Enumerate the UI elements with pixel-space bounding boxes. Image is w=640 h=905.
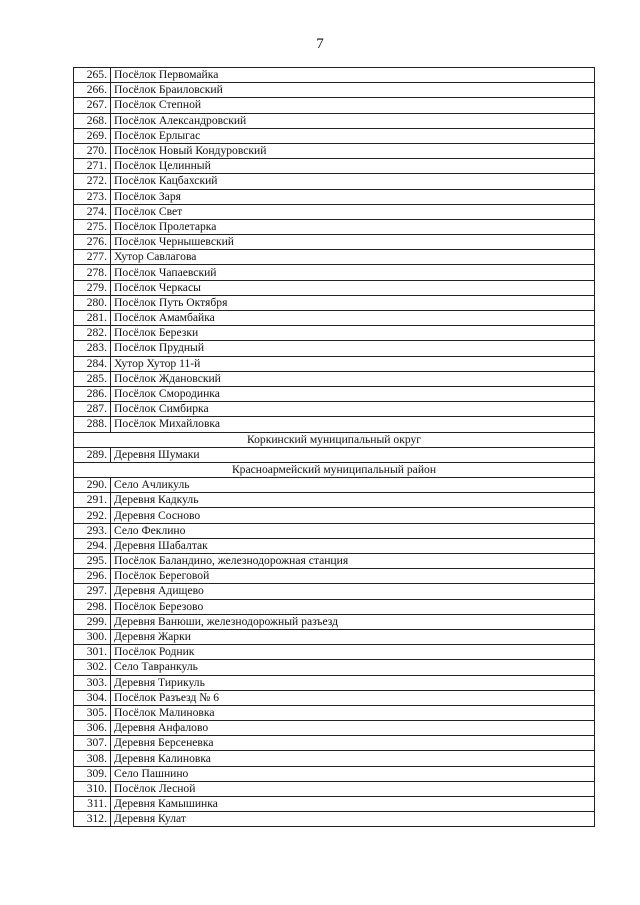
row-number: 287. [74, 402, 111, 417]
district-header-row [74, 432, 595, 447]
table-row [74, 189, 595, 204]
table-row [74, 250, 595, 265]
row-number: 294. [74, 538, 111, 553]
row-number: 280. [74, 295, 111, 310]
row-number: 276. [74, 235, 111, 250]
row-number: 299. [74, 614, 111, 629]
district-header: Красноармейский муниципальный район [74, 462, 595, 477]
table-row [74, 98, 595, 113]
settlement-name: Деревня Жарки [111, 629, 595, 644]
row-number: 281. [74, 311, 111, 326]
table-row [74, 645, 595, 660]
row-number: 269. [74, 128, 111, 143]
row-number: 278. [74, 265, 111, 280]
table-row [74, 113, 595, 128]
table-row [74, 235, 595, 250]
table-row [74, 478, 595, 493]
table-row [74, 493, 595, 508]
settlement-name: Посёлок Степной [111, 98, 595, 113]
settlement-name: Посёлок Малиновка [111, 705, 595, 720]
settlement-name: Село Тавранкуль [111, 660, 595, 675]
settlement-name: Деревня Шумаки [111, 447, 595, 462]
row-number: 298. [74, 599, 111, 614]
settlement-name: Посёлок Пролетарка [111, 219, 595, 234]
row-number: 282. [74, 326, 111, 341]
row-number: 301. [74, 645, 111, 660]
row-number: 270. [74, 143, 111, 158]
settlement-name: Посёлок Симбирка [111, 402, 595, 417]
table-row [74, 751, 595, 766]
row-number: 307. [74, 736, 111, 751]
settlement-name: Посёлок Родник [111, 645, 595, 660]
row-number: 277. [74, 250, 111, 265]
table-row [74, 629, 595, 644]
settlement-name: Посёлок Новый Кондуровский [111, 143, 595, 158]
settlement-name: Посёлок Амамбайка [111, 311, 595, 326]
settlement-name: Село Пашнино [111, 766, 595, 781]
settlement-name: Посёлок Михайловка [111, 417, 595, 432]
settlement-name: Посёлок Баландино, железнодорожная станция [111, 554, 595, 569]
settlement-name: Село Феклино [111, 523, 595, 538]
settlement-name: Посёлок Чернышевский [111, 235, 595, 250]
table-row [74, 812, 595, 827]
row-number: 283. [74, 341, 111, 356]
settlement-name: Деревня Тирикуль [111, 675, 595, 690]
table-row [74, 417, 595, 432]
settlement-name: Посёлок Целинный [111, 159, 595, 174]
settlement-name: Посёлок Путь Октября [111, 295, 595, 310]
settlement-name: Посёлок Лесной [111, 781, 595, 796]
table-row [74, 204, 595, 219]
table-row [74, 721, 595, 736]
row-number: 292. [74, 508, 111, 523]
table-row [74, 705, 595, 720]
settlement-name: Посёлок Браиловский [111, 83, 595, 98]
settlement-name: Посёлок Березки [111, 326, 595, 341]
settlement-name: Деревня Сосново [111, 508, 595, 523]
settlement-name: Хутор Хутор 11-й [111, 356, 595, 371]
row-number: 304. [74, 690, 111, 705]
settlement-name: Посёлок Ждановский [111, 371, 595, 386]
table-row [74, 371, 595, 386]
table-row [74, 386, 595, 401]
settlement-name: Посёлок Ерлыгас [111, 128, 595, 143]
table-row [74, 797, 595, 812]
row-number: 275. [74, 219, 111, 234]
settlement-name: Хутор Савлагова [111, 250, 595, 265]
settlement-name: Село Ачликуль [111, 478, 595, 493]
settlement-name: Деревня Берсеневка [111, 736, 595, 751]
settlement-name: Деревня Калиновка [111, 751, 595, 766]
row-number: 305. [74, 705, 111, 720]
table-row [74, 569, 595, 584]
district-header: Коркинский муниципальный округ [74, 432, 595, 447]
row-number: 295. [74, 554, 111, 569]
table-row [74, 402, 595, 417]
row-number: 293. [74, 523, 111, 538]
row-number: 267. [74, 98, 111, 113]
table-row [74, 554, 595, 569]
settlement-name: Деревня Ванюши, железнодорожный разъезд [111, 614, 595, 629]
settlement-name: Деревня Кулат [111, 812, 595, 827]
table-row [74, 265, 595, 280]
settlement-name: Посёлок Свет [111, 204, 595, 219]
row-number: 311. [74, 797, 111, 812]
settlement-name: Деревня Анфалово [111, 721, 595, 736]
settlement-name: Посёлок Чапаевский [111, 265, 595, 280]
row-number: 273. [74, 189, 111, 204]
row-number: 272. [74, 174, 111, 189]
row-number: 271. [74, 159, 111, 174]
table-body [74, 68, 595, 827]
row-number: 288. [74, 417, 111, 432]
table-row [74, 326, 595, 341]
table-row [74, 690, 595, 705]
table-row [74, 736, 595, 751]
table-row [74, 508, 595, 523]
row-number: 309. [74, 766, 111, 781]
table-row [74, 660, 595, 675]
table-row [74, 311, 595, 326]
settlement-name: Посёлок Березово [111, 599, 595, 614]
settlement-name: Деревня Шабалтак [111, 538, 595, 553]
row-number: 300. [74, 629, 111, 644]
table-row [74, 538, 595, 553]
table-row [74, 675, 595, 690]
row-number: 312. [74, 812, 111, 827]
row-number: 266. [74, 83, 111, 98]
table-row [74, 174, 595, 189]
settlement-name: Деревня Камышинка [111, 797, 595, 812]
row-number: 306. [74, 721, 111, 736]
table-row [74, 143, 595, 158]
row-number: 285. [74, 371, 111, 386]
row-number: 279. [74, 280, 111, 295]
row-number: 310. [74, 781, 111, 796]
row-number: 297. [74, 584, 111, 599]
settlement-name: Посёлок Черкасы [111, 280, 595, 295]
settlement-name: Посёлок Заря [111, 189, 595, 204]
table-row [74, 219, 595, 234]
table-row [74, 159, 595, 174]
settlement-name: Посёлок Первомайка [111, 68, 595, 83]
table-row [74, 356, 595, 371]
row-number: 290. [74, 478, 111, 493]
settlement-name: Деревня Кадкуль [111, 493, 595, 508]
district-header-row [74, 462, 595, 477]
row-number: 274. [74, 204, 111, 219]
settlement-name: Посёлок Кацбахский [111, 174, 595, 189]
settlement-name: Посёлок Разъезд № 6 [111, 690, 595, 705]
settlement-name: Посёлок Александровский [111, 113, 595, 128]
table-row [74, 584, 595, 599]
row-number: 289. [74, 447, 111, 462]
table-row [74, 341, 595, 356]
table-row [74, 447, 595, 462]
settlement-name: Посёлок Прудный [111, 341, 595, 356]
table-row [74, 280, 595, 295]
table-row [74, 295, 595, 310]
table-row [74, 83, 595, 98]
row-number: 286. [74, 386, 111, 401]
row-number: 296. [74, 569, 111, 584]
row-number: 303. [74, 675, 111, 690]
table-row [74, 523, 595, 538]
page-number: 7 [316, 36, 324, 52]
row-number: 265. [74, 68, 111, 83]
settlements-table [73, 67, 595, 827]
settlement-name: Посёлок Смородинка [111, 386, 595, 401]
table-row [74, 614, 595, 629]
table-row [74, 68, 595, 83]
row-number: 284. [74, 356, 111, 371]
row-number: 291. [74, 493, 111, 508]
row-number: 268. [74, 113, 111, 128]
row-number: 308. [74, 751, 111, 766]
settlement-name: Деревня Адищево [111, 584, 595, 599]
settlement-name: Посёлок Береговой [111, 569, 595, 584]
table-row [74, 599, 595, 614]
table-row [74, 766, 595, 781]
table-row [74, 128, 595, 143]
row-number: 302. [74, 660, 111, 675]
table-row [74, 781, 595, 796]
